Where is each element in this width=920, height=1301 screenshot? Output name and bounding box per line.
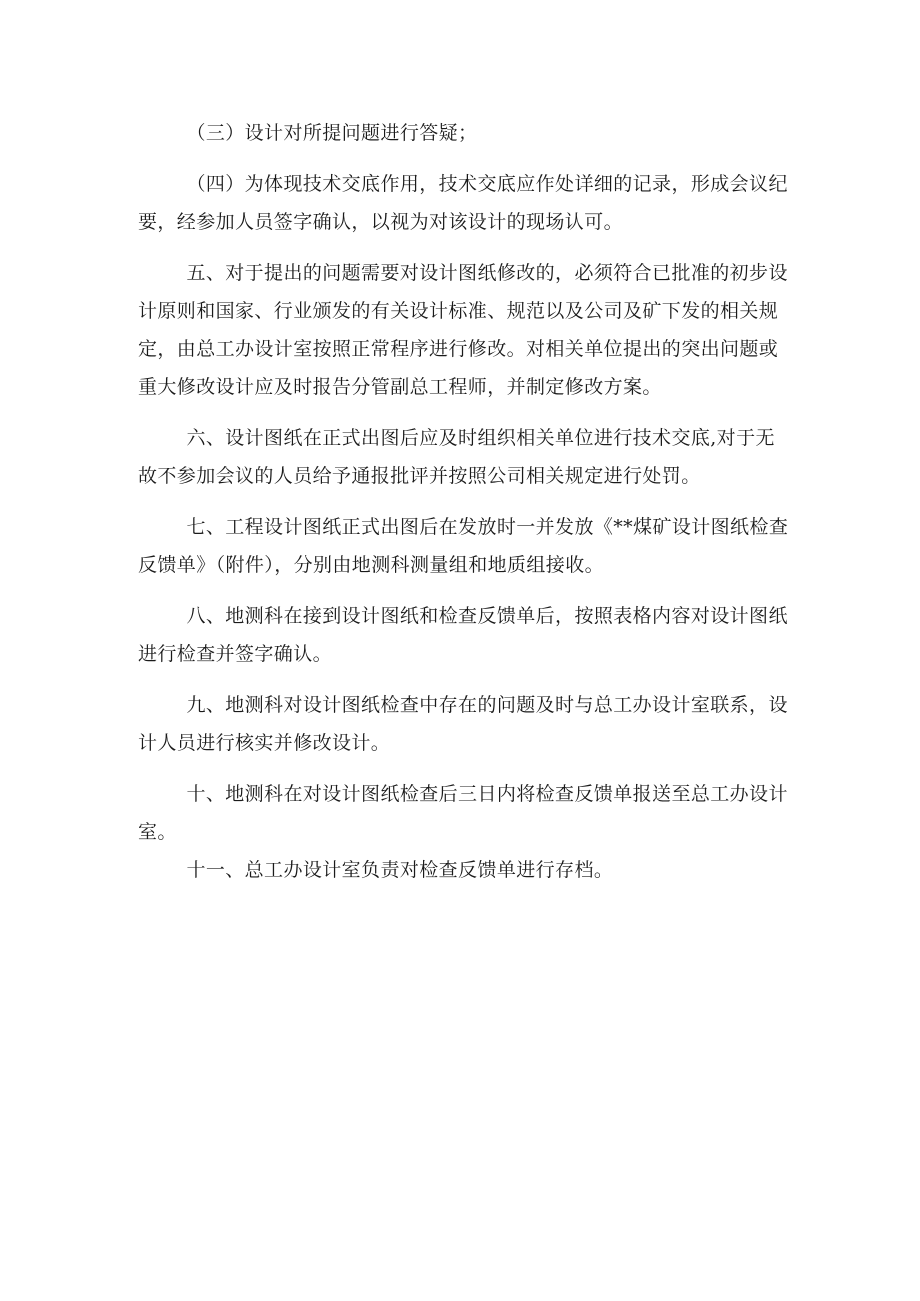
paragraph-3-answers: （三）设计对所提问题进行答疑； — [186, 122, 478, 144]
paragraph-7-feedback-form: 七、工程设计图纸正式出图后在发放时一并发放《**煤矿设计图纸检查反馈单》（附件），分别由地测科测量组和地质组接收。 — [138, 516, 789, 576]
paragraph-9-issue-contact: 九、地测科对设计图纸检查中存在的问题及时与总工办设计室联系，设计人员进行核实并修改设计。 — [138, 694, 788, 754]
paragraph-4-meeting-minutes: （四）为体现技术交底作用，技术交底应作处详细的记录，形成会议纪要，经参加人员签字确认，以视为对该设计的现场认可。 — [138, 173, 788, 233]
paragraph-10-report-deadline: 十、地测科在对设计图纸检查后三日内将检查反馈单报送至总工办设计室。 — [138, 783, 788, 843]
paragraph-5-design-revision: 五、对于提出的问题需要对设计图纸修改的，必须符合已批准的初步设计原则和国家、行业颁发的有关设计标准、规范以及公司及矿下发的相关规定，由总工办设计室按照正常程序进行修改。对相关单位提出的突出问题或重大修改设计应及时报告分管副总工程师，并制定修改方案。 — [138, 262, 788, 398]
paragraph-8-drawing-check: 八、地测科在接到设计图纸和检查反馈单后，按照表格内容对设计图纸进行检查并签字确认。 — [138, 605, 788, 665]
document-body — [138, 114, 792, 889]
paragraph-11-archive: 十一、总工办设计室负责对检查反馈单进行存档。 — [186, 859, 614, 881]
paragraph-6-technical-briefing: 六、设计图纸在正式出图后应及时组织相关单位进行技术交底,对于无故不参加会议的人员给予通报批评并按照公司相关规定进行处罚。 — [138, 427, 775, 487]
